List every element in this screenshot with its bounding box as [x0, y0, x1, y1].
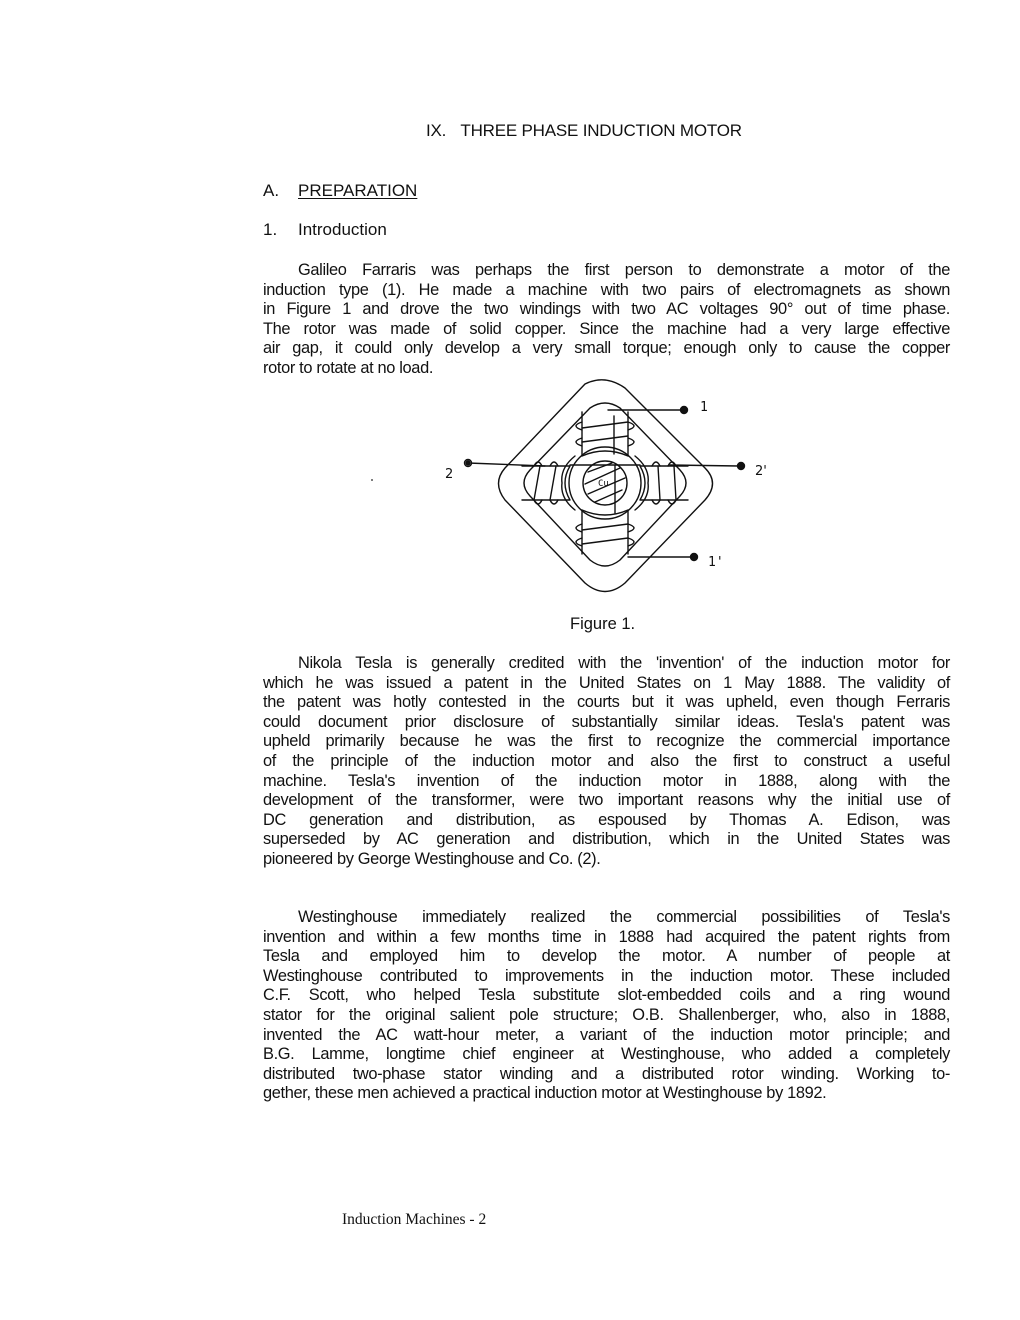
section-title: PREPARATION [298, 181, 418, 200]
paragraph-line: C.F. Scott, who helped Tesla substitute slot-embedded coils and a ring wound [263, 986, 950, 1005]
paragraph-line: of the principle of the induction motor and also the first to construct a useful [263, 751, 950, 770]
terminal-label-1-prime: 1' [708, 555, 724, 570]
paragraph-line: machine. Tesla's invention of the induction motor in 1888, along with the [263, 771, 950, 790]
paragraph-line: the patent was hotly contested in the courts but it was upheld, even though Ferraris [263, 693, 950, 712]
paragraph-line: development of the transformer, were two important reasons why the initial use of [263, 791, 950, 810]
page-footer: Induction Machines - 2 [342, 1211, 487, 1228]
subsection-number: 1. [263, 220, 278, 239]
paragraph-line: air gap, it could only develop a very small torque; enough only to cause the copper [263, 339, 950, 358]
paragraph-line: upheld primarily because he was the first to recognize the commercial importance [263, 732, 950, 751]
paragraph-line: Galileo Farraris was perhaps the first person to demonstrate a motor of the [298, 261, 950, 279]
section-heading [263, 181, 417, 201]
paragraph-line: pioneered by George Westinghouse and Co. (2). [263, 849, 601, 868]
paragraph-line: The rotor was made of solid copper. Since the machine had a very large effective [263, 319, 950, 338]
figure-1-motor-diagram [430, 378, 780, 610]
section-letter: A. [263, 181, 280, 200]
paragraph-line: Westinghouse contributed to improvements in the induction motor. These included [263, 966, 950, 985]
paragraph-line: superseded by AC generation and distribution, which in the United States was [263, 830, 950, 849]
paragraph-line: induction type (1). He made a machine with two pairs of electromagnets as shown [263, 280, 950, 299]
paragraph-line: in Figure 1 and drove the two windings with two AC voltages 90° out of time phase. [263, 300, 950, 319]
paragraph-line: B.G. Lamme, longtime chief engineer at Westinghouse, who added a completely [263, 1045, 950, 1064]
terminal-label-2: 2 [445, 467, 454, 482]
paragraph-line: invention and within a few months time in 1888 had acquired the patent rights from [263, 927, 950, 946]
chapter-title-text: THREE PHASE INDUCTION MOTOR [460, 121, 742, 140]
paragraph-tesla [263, 654, 950, 870]
subsection-title: Introduction [298, 220, 387, 239]
paragraph-line: stator for the original salient pole structure; O.B. Shallenberger, who, also in 1888, [263, 1005, 950, 1024]
paragraph-line: invented the AC watt-hour meter, a variant of the induction motor principle; and [263, 1025, 950, 1044]
terminal-label-2-prime: 2' [755, 464, 767, 479]
paragraph-line: Nikola Tesla is generally credited with the 'invention' of the induction motor for [298, 654, 950, 672]
chapter-number: IX. [426, 121, 447, 140]
subsection-heading [263, 220, 387, 240]
paragraph-line: distributed two-phase stator winding and a distributed rotor winding. Working to- [263, 1064, 950, 1083]
paragraph-line: DC generation and distribution, as espoused by Thomas A. Edison, was [263, 810, 950, 829]
figure-caption: Figure 1. [570, 615, 636, 633]
rotor-label: Cu [598, 479, 609, 489]
chapter-title [426, 121, 742, 141]
terminal-label-1: 1 [700, 400, 708, 415]
paragraph-line: rotor to rotate at no load. [263, 358, 434, 377]
paragraph-farraris [263, 261, 950, 379]
paragraph-line: Westinghouse immediately realized the commercial possibilities of Tesla's [298, 908, 950, 926]
paragraph-line: gether, these men achieved a practical induction motor at Westinghouse by 1892. [263, 1084, 827, 1103]
paragraph-line: Tesla and employed him to develop the motor. A number of people at [263, 947, 950, 966]
paragraph-westinghouse [263, 908, 950, 1104]
scan-speck [371, 479, 373, 481]
paragraph-line: which he was issued a patent in the United States on 1 May 1888. The validity of [263, 673, 950, 692]
paragraph-line: could document prior disclosure of substantially similar ideas. Tesla's patent was [263, 712, 950, 731]
